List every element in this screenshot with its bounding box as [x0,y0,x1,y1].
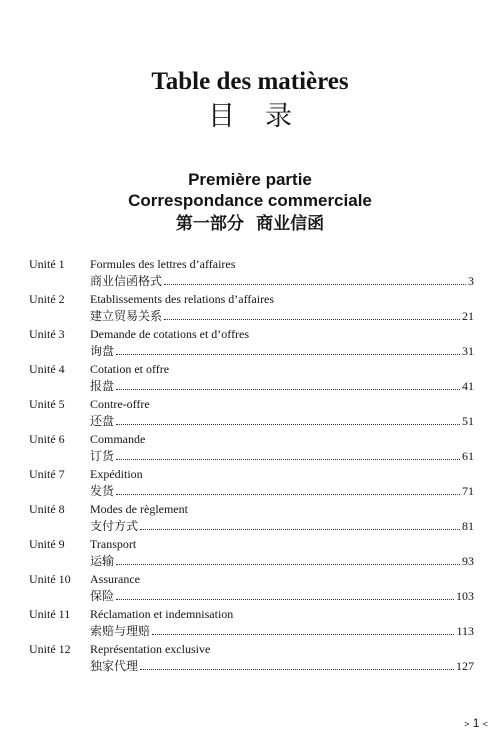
toc-entry[interactable] [0,501,500,536]
entry-page-number: 113 [456,624,474,638]
entry-page-number: 103 [456,589,474,603]
entry-page-number: 3 [468,274,474,288]
entry-line-chinese [90,448,474,465]
unit-label: Unité 8 [29,502,65,516]
unit-label: Unité 9 [29,537,65,551]
unit-label: Unité 3 [29,327,65,341]
entry-title-french: Réclamation et indemnisation [90,607,234,621]
entry-title-chinese: 索赔与理赔 [90,624,151,638]
toc-entry[interactable] [0,361,500,396]
entry-title-chinese: 独家代理 [90,659,139,673]
entry-title-french: Demande de cotations et d’offres [90,327,250,341]
entry-title-french: Transport [90,537,137,551]
unit-label: Unité 7 [29,467,65,481]
unit-label: Unité 12 [29,642,71,656]
toc-entry[interactable] [0,326,500,361]
entry-title-french: Contre-offre [90,397,150,411]
entry-page-number: 31 [462,344,474,358]
dot-leader [116,588,454,600]
entry-title-chinese: 还盘 [90,414,115,428]
page-number [464,716,488,730]
entry-page-number: 93 [462,554,474,568]
entry-page-number: 41 [462,379,474,393]
dot-leader [116,343,460,355]
entry-title-french: Représentation exclusive [90,642,211,656]
dot-leader [164,308,460,320]
unit-label: Unité 2 [29,292,65,306]
entry-page-number: 51 [462,414,474,428]
entry-title-french: Etablissements des relations d’affaires [90,292,275,306]
entry-line-chinese [90,623,474,640]
toc-entry[interactable] [0,641,500,676]
entry-title-chinese: 报盘 [90,379,115,393]
toc-list [0,256,500,676]
toc-entry[interactable] [0,571,500,606]
unit-label: Unité 4 [29,362,65,376]
part-title: Correspondance commerciale [128,191,372,210]
dot-leader [116,553,460,565]
entry-line-chinese [90,413,474,430]
entry-title-chinese: 商业信函格式 [90,274,163,288]
toc-entry[interactable] [0,256,500,291]
unit-label: Unité 1 [29,257,65,271]
entry-title-chinese: 保险 [90,589,115,603]
entry-page-number: 127 [456,659,474,673]
unit-label: Unité 6 [29,432,65,446]
dot-leader [140,658,454,670]
toc-entry[interactable] [0,466,500,501]
dot-leader [116,413,460,425]
entry-page-number: 81 [462,519,474,533]
dot-leader [152,623,454,635]
toc-entry[interactable] [0,536,500,571]
folio-left-mark: > [464,719,470,729]
entry-line-chinese [90,483,474,500]
dot-leader [116,448,460,460]
entry-page-number: 71 [462,484,474,498]
entry-title-french: Cotation et offre [90,362,170,376]
page-title-chinese: 目录 [208,101,322,131]
entry-title-chinese: 支付方式 [90,519,139,533]
entry-line-chinese [90,378,474,395]
entry-title-chinese: 建立贸易关系 [90,309,163,323]
entry-title-chinese: 订货 [90,449,115,463]
entry-line-chinese [90,273,474,290]
entry-title-chinese: 发货 [90,484,115,498]
entry-page-number: 61 [462,449,474,463]
entry-line-chinese [90,343,474,360]
entry-line-chinese [90,308,474,325]
toc-entry[interactable] [0,291,500,326]
entry-title-chinese: 运输 [90,554,115,568]
toc-entry[interactable] [0,396,500,431]
entry-line-chinese [90,658,474,675]
dot-leader [116,378,460,390]
dot-leader [116,483,460,495]
unit-label: Unité 10 [29,572,71,586]
unit-label: Unité 11 [29,607,71,621]
entry-title-chinese: 询盘 [90,344,115,358]
dot-leader [140,518,460,530]
entry-title-french: Expédition [90,467,143,481]
part-title-chinese: 第一部分 商业信函 [175,214,325,233]
entry-title-french: Modes de règlement [90,502,188,516]
unit-label: Unité 5 [29,397,65,411]
entry-title-french: Assurance [90,572,140,586]
dot-leader [164,273,466,285]
entry-title-french: Commande [90,432,146,446]
part-label: Première partie [188,170,312,189]
entry-title-french: Formules des lettres d’affaires [90,257,236,271]
folio-right-mark: < [482,719,488,729]
folio-number: 1 [472,716,480,730]
toc-entry[interactable] [0,606,500,641]
entry-line-chinese [90,553,474,570]
entry-page-number: 21 [462,309,474,323]
entry-line-chinese [90,518,474,535]
toc-entry[interactable] [0,431,500,466]
page-title: Table des matières [151,68,349,95]
entry-line-chinese [90,588,474,605]
